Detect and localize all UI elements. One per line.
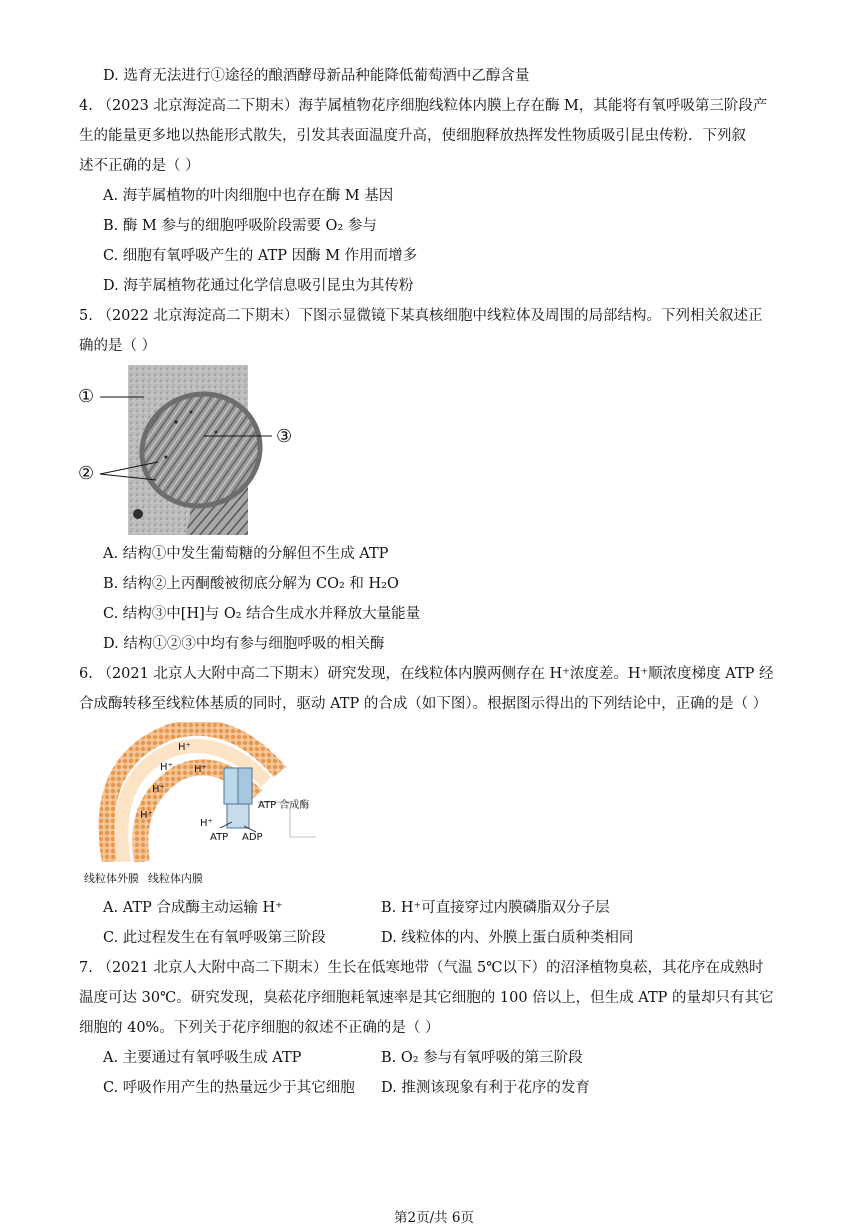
h-ion-label-3: H⁺ (194, 764, 207, 775)
micrograph-image (76, 362, 306, 538)
q5-option-c: C. 结构③中[H]与 O₂ 结合生成水并释放大量能量 (103, 606, 421, 622)
q4-option-a: A. 海芋属植物的叶肉细胞中也存在酶 M 基因 (103, 188, 394, 204)
structure-1-label: ① (78, 386, 95, 407)
h-ion-label-5: H⁺ (140, 810, 153, 821)
atp-synthase-subunit-b (238, 768, 252, 804)
membrane-diagram-image (80, 722, 330, 862)
q6-stem-line2: 合成酶转移至线粒体基质的同时，驱动 ATP 的合成（如下图）。根据图示得出的下列结论中，正确的是（ ） (79, 696, 768, 712)
inner-membrane-label: 线粒体内膜 (148, 872, 203, 885)
q5-option-b: B. 结构②上丙酮酸被彻底分解为 CO₂ 和 H₂O (103, 576, 399, 592)
q4-option-d: D. 海芋属植物花通过化学信息吸引昆虫为其传粉 (103, 278, 414, 294)
q7-stem-line1: 7. （2021 北京人大附中高二下期末）生长在低寒地带（气温 5℃以下）的沼泽植物臭菘，其花序在成熟时 (79, 960, 764, 976)
q4-stem-line2: 生的能量更多地以热能形式散失，引发其表面温度升高，使细胞释放热挥发性物质吸引昆虫传粉．下列叙 (79, 128, 746, 144)
q6-option-b: B. H⁺可直接穿过内膜磷脂双分子层 (381, 900, 610, 916)
structure-3-label: ③ (276, 426, 293, 447)
outer-membrane-label: 线粒体外膜 (84, 872, 139, 885)
q7-option-b: B. O₂ 参与有氧呼吸的第三阶段 (381, 1050, 583, 1066)
q5-stem-line2: 确的是（ ） (79, 338, 157, 354)
q5-option-d: D. 结构①②③中均有参与细胞呼吸的相关酶 (103, 636, 385, 652)
q4-stem-line3: 述不正确的是（ ） (79, 158, 200, 174)
h-ion-label-1: H⁺ (178, 742, 191, 753)
q7-option-c: C. 呼吸作用产生的热量远少于其它细胞 (103, 1080, 355, 1096)
adp-label: ADP (242, 832, 263, 843)
structure-2-label: ② (78, 463, 95, 484)
q6-option-d: D. 线粒体的内、外膜上蛋白质种类相同 (381, 930, 634, 946)
h-ion-label-2: H⁺ (160, 762, 173, 773)
h-ion-label-4: H⁺ (152, 784, 165, 795)
q6-option-c: C. 此过程发生在有氧呼吸第三阶段 (103, 930, 326, 946)
q6-stem-line1: 6. （2021 北京人大附中高二下期末）研究发现，在线粒体内膜两侧存在 H⁺浓度差。H⁺顺浓度梯度 ATP 经 (79, 666, 774, 682)
atp-synthase-subunit-a (224, 768, 238, 804)
h-ion-label-6: H⁺ (200, 818, 213, 829)
q3-option-d: D. 选育无法进行①途径的酿酒酵母新品种能降低葡萄酒中乙醇含量 (103, 68, 530, 84)
q7-option-a: A. 主要通过有氧呼吸生成 ATP (103, 1050, 302, 1066)
q5-option-a: A. 结构①中发生葡萄糖的分解但不生成 ATP (103, 546, 389, 562)
q7-option-d: D. 推测该现象有利于花序的发育 (381, 1080, 590, 1096)
atp-synthase-diagram (80, 722, 330, 888)
q7-stem-line2: 温度可达 30℃。研究发现，臭菘花序细胞耗氧速率是其它细胞的 100 倍以上，但生成 ATP 的量却只有其它 (79, 990, 774, 1006)
page-footer: 第2页/共 6页 (393, 1210, 475, 1226)
q4-option-b: B. 酶 M 参与的细胞呼吸阶段需要 O₂ 参与 (103, 218, 377, 234)
q7-stem-line3: 细胞的 40%。下列关于花序细胞的叙述不正确的是（ ） (79, 1020, 440, 1036)
q5-stem-line1: 5. （2022 北京海淀高二下期末）下图示显微镜下某真核细胞中线粒体及周围的局部结构。下列相关叙述正 (79, 308, 763, 324)
mitochondrion-micrograph-figure (76, 362, 306, 538)
q4-stem-line1: 4. （2023 北京海淀高二下期末）海芋属植物花序细胞线粒体内膜上存在酶 M，其能将有氧呼吸第三阶段产 (79, 98, 768, 114)
atp-synthase-stalk (227, 804, 249, 828)
q6-option-a: A. ATP 合成酶主动运输 H⁺ (103, 900, 283, 916)
q4-option-c: C. 细胞有氧呼吸产生的 ATP 因酶 M 作用而增多 (103, 248, 418, 264)
atp-label: ATP (210, 832, 229, 843)
atp-synthase-label: ATP 合成酶 (258, 800, 310, 811)
